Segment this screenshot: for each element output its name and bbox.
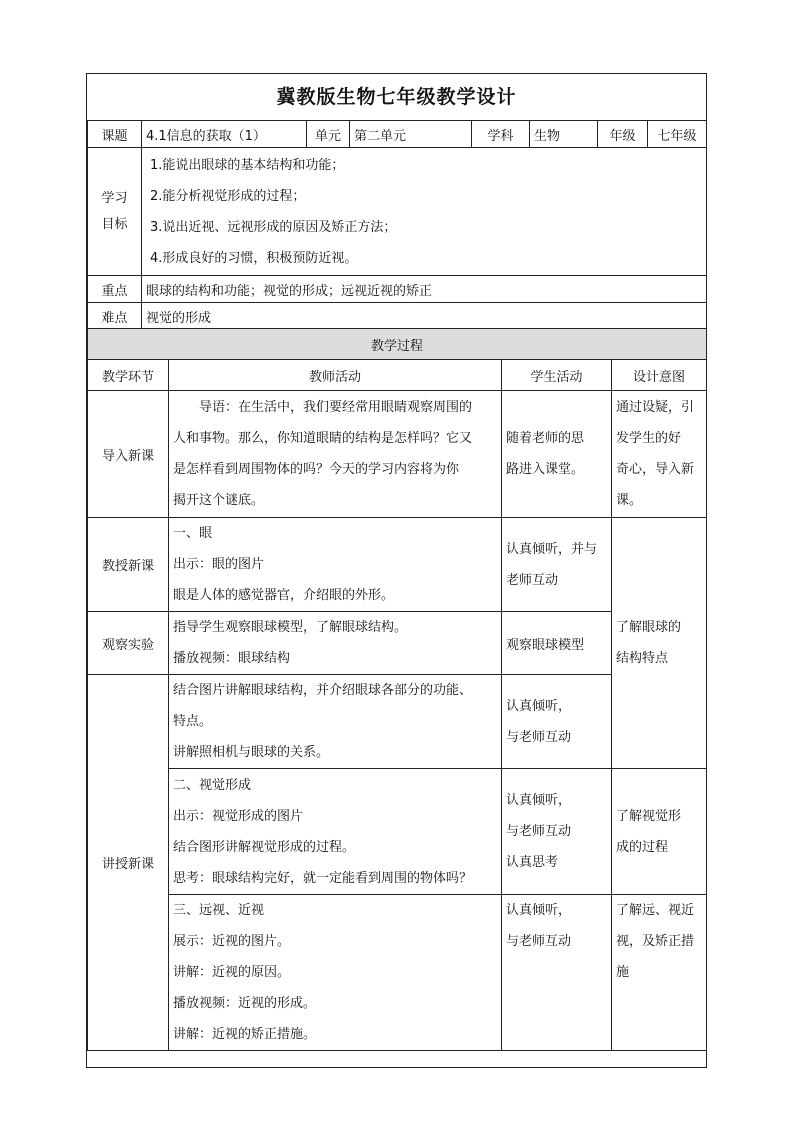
subject-value: 生物 xyxy=(530,121,598,148)
student-intro xyxy=(502,391,612,518)
teacher-observe xyxy=(169,612,502,675)
student-line: 与老师互动 xyxy=(506,824,572,839)
stage-teach1: 教授新课 xyxy=(88,518,169,612)
intent-line: 施 xyxy=(616,965,630,980)
lesson-plan-page xyxy=(86,73,707,1068)
stage-observe: 观察实验 xyxy=(88,612,169,675)
goals-label-line: 学习 xyxy=(101,190,128,206)
unit-value: 第二单元 xyxy=(350,121,472,148)
intent-eye xyxy=(612,518,707,769)
teacher-line: 播放视频：近视的形成。 xyxy=(173,996,317,1011)
teacher-line: 出示：视觉形成的图片 xyxy=(173,808,304,824)
teacher-line: 讲解照相机与眼球的关系。 xyxy=(173,745,330,760)
goal-item: 4.形成良好的习惯，积极预防近视。 xyxy=(150,250,358,266)
teacher-line: 导语：在生活中，我们要经常用眼睛观察周围的 xyxy=(199,400,473,415)
teacher-line: 结合图片讲解眼球结构，并介绍眼球各部分的功能、 xyxy=(173,683,473,698)
intent-line: 了解远、视近 xyxy=(616,903,695,918)
teacher-line: 思考：眼球结构完好，就一定能看到周围的物体吗？ xyxy=(173,870,473,886)
difficult-label: 难点 xyxy=(88,303,142,330)
topic-label: 课题 xyxy=(88,121,142,148)
goals-label xyxy=(88,148,142,276)
student-line: 路进入课堂。 xyxy=(506,462,585,477)
process-table xyxy=(87,328,707,1051)
goal-item: 2.能分析视觉形成的过程； xyxy=(150,188,306,204)
intent-line: 通过设疑，引 xyxy=(616,400,695,415)
info-table xyxy=(87,120,707,330)
grade-value: 七年级 xyxy=(648,121,707,148)
goals-cell xyxy=(142,148,707,276)
teacher-explain-b xyxy=(169,769,502,895)
difficult-value: 视觉的形成 xyxy=(142,303,707,330)
key-value: 眼球的结构和功能；视觉的形成；远视近视的矫正 xyxy=(142,276,707,303)
teacher-line: 出示：眼的图片 xyxy=(173,557,265,572)
student-teach1 xyxy=(502,518,612,612)
student-line: 随着老师的思 xyxy=(506,431,585,446)
intent-line: 结构特点 xyxy=(616,651,669,666)
grade-label: 年级 xyxy=(598,121,648,148)
student-explain-c xyxy=(502,895,612,1051)
header-teacher: 教师活动 xyxy=(169,360,502,391)
intent-line: 视，及矫正措 xyxy=(616,934,695,949)
subject-label: 学科 xyxy=(472,121,530,148)
teacher-line: 三、远视、近视 xyxy=(173,903,265,918)
intent-line: 奇心，导入新 xyxy=(616,462,695,477)
teacher-teach1 xyxy=(169,518,502,612)
student-explain-a xyxy=(502,675,612,769)
teacher-line: 是怎样看到周围物体的吗？今天的学习内容将为你 xyxy=(173,462,460,477)
topic-value: 4.1信息的获取（1） xyxy=(142,121,307,148)
teacher-line: 播放视频：眼球结构 xyxy=(173,651,291,666)
teacher-explain-c xyxy=(169,895,502,1051)
header-stage: 教学环节 xyxy=(88,360,169,391)
student-line: 与老师互动 xyxy=(506,729,572,745)
student-line: 认真思考 xyxy=(506,855,559,870)
student-observe: 观察眼球模型 xyxy=(502,612,612,675)
student-line: 认真倾听， xyxy=(506,903,572,918)
stage-intro: 导入新课 xyxy=(88,391,169,518)
student-line: 认真倾听，并与 xyxy=(506,541,598,557)
header-student: 学生活动 xyxy=(502,360,612,391)
page-title: 冀教版生物七年级教学设计 xyxy=(276,86,517,108)
unit-label: 单元 xyxy=(307,121,350,148)
teacher-line: 揭开这个谜底。 xyxy=(173,493,265,508)
intent-line: 了解眼球的 xyxy=(616,620,682,635)
student-line: 老师互动 xyxy=(506,572,559,588)
teacher-line: 眼是人体的感觉器官，介绍眼的外形。 xyxy=(173,588,395,603)
teacher-line: 人和事物。那么，你知道眼睛的结构是怎样吗？它又 xyxy=(173,431,473,446)
teacher-line: 二、视觉形成 xyxy=(173,777,252,793)
teacher-line: 展示：近视的图片。 xyxy=(173,934,291,949)
goal-item: 3.说出近视、远视形成的原因及矫正方法； xyxy=(150,219,397,235)
intent-intro xyxy=(612,391,707,518)
student-line: 与老师互动 xyxy=(506,934,572,949)
teacher-intro xyxy=(169,391,502,518)
key-label: 重点 xyxy=(88,276,142,303)
intent-line: 了解视觉形 xyxy=(616,808,682,824)
process-section-title: 教学过程 xyxy=(88,329,707,360)
goals-label-line: 目标 xyxy=(101,216,128,232)
teacher-line: 讲解：近视的原因。 xyxy=(173,965,291,980)
goal-item: 1.能说出眼球的基本结构和功能； xyxy=(150,157,345,173)
intent-explain-c xyxy=(612,895,707,1051)
teacher-line: 指导学生观察眼球模型，了解眼球结构。 xyxy=(173,620,408,635)
header-intent: 设计意图 xyxy=(612,360,707,391)
intent-line: 发学生的好 xyxy=(616,431,682,446)
teacher-explain-a xyxy=(169,675,502,769)
intent-line: 课。 xyxy=(616,493,643,508)
student-line: 认真倾听， xyxy=(506,793,572,808)
intent-line: 成的过程 xyxy=(616,839,669,855)
student-line: 认真倾听， xyxy=(506,698,572,714)
teacher-line: 讲解：近视的矫正措施。 xyxy=(173,1027,317,1042)
intent-explain-b xyxy=(612,769,707,895)
teacher-line: 结合图形讲解视觉形成的过程。 xyxy=(173,839,356,855)
stage-explain: 讲授新课 xyxy=(88,675,169,1051)
teacher-line: 一、眼 xyxy=(173,526,213,541)
student-explain-b xyxy=(502,769,612,895)
teacher-line: 特点。 xyxy=(173,714,213,729)
